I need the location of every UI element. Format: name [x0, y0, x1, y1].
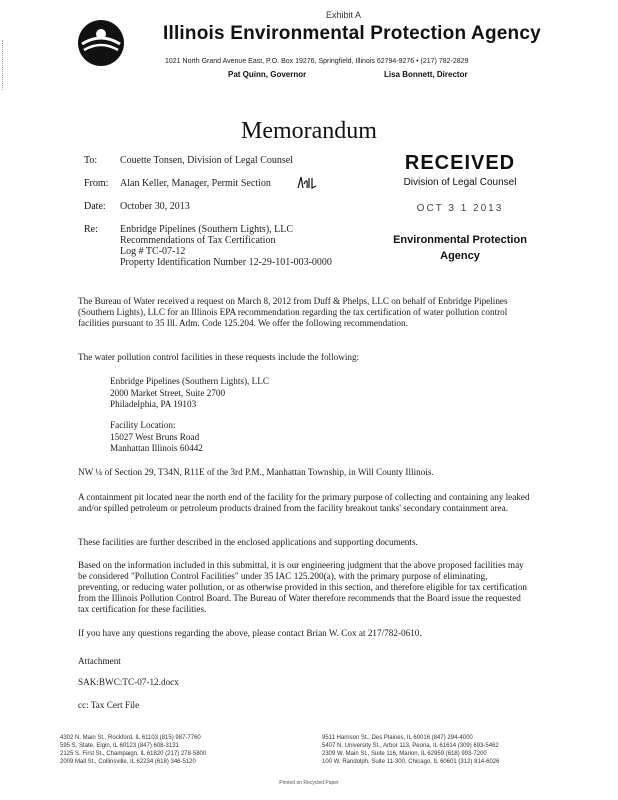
address-line: 2000 Market Street, Suite 2700 [110, 387, 226, 398]
footer-office: 595 S. State, Elgin, IL 60123 (847) 608-3131 [60, 743, 179, 749]
agency-name: Illinois Environmental Protection Agency [163, 23, 541, 44]
printed-on-recycled-paper: Printed on Recycled Paper [279, 780, 339, 786]
exhibit-label: Exhibit A [326, 10, 362, 20]
facility-location [110, 420, 203, 455]
address-line: 15027 West Bruns Road [110, 431, 200, 442]
footer-office: 5407 N. University St., Arbor 113, Peoria, IL 61614 (309) 693-5462 [322, 743, 499, 749]
re-label: Re: [84, 224, 98, 235]
scan-edge-marks [2, 40, 6, 90]
re-line: Enbridge Pipelines (Southern Lights), LLC [120, 224, 294, 235]
paragraph-request: The Bureau of Water received a request on March 8, 2012 from Duff & Phelps, LLC on behalf of Enbridge Pipelines (Southern Lights), LLC for an Illinois EPA recommendation regarding the tax certification of water pollution control facilities pursuant to 35 Ill. Adm. Code 125.204. We offer the following recommendation. [78, 296, 508, 328]
paragraph-containment-pit: A containment pit located near the north end of the facility for the primary purpose of collecting and containing any leaked and/or spilled petroleum or petroleum products drained from the facility breakout tanks' secondary containment area. [78, 492, 530, 513]
attachment-note: Attachment [78, 656, 121, 666]
footer-office: 2309 W. Main St., Suite 116, Marion, IL 62959 (618) 993-7200 [322, 751, 487, 757]
director: Lisa Bonnett, Director [384, 70, 468, 79]
footer-office: 2009 Mall St., Collinsville, IL 62234 (618) 346-5120 [60, 759, 196, 765]
reference-initials: SAK:BWC:TC-07-12.docx [78, 677, 179, 687]
signature-initials-icon [296, 174, 318, 192]
re-line: Recommendations of Tax Certification [120, 235, 276, 246]
address-line: Enbridge Pipelines (Southern Lights), LLC [110, 376, 269, 386]
re-line: Property Identification Number 12-29-101-003-0000 [120, 257, 332, 268]
paragraph-facilities-intro: The water pollution control facilities in these requests include the following: [78, 352, 360, 362]
illinois-epa-logo-icon [76, 18, 126, 68]
footer-office: 2125 S. First St., Champaign, IL 61820 (217) 278-5800 [60, 751, 207, 757]
to-value: Couette Tonsen, Division of Legal Counsel [120, 155, 293, 166]
stamp-agency [380, 232, 540, 264]
paragraph-contact: If you have any questions regarding the above, please contact Brian W. Cox at 217/782-0610. [78, 628, 422, 638]
applicant-address [110, 376, 269, 411]
stamp-date: OCT 3 1 2013 [416, 203, 504, 214]
memo-title: Memorandum [241, 118, 377, 144]
address-line: Philadelphia, PA 19103 [110, 399, 197, 409]
from-value: Alan Keller, Manager, Permit Section [120, 178, 271, 189]
footer-office: 4302 N. Main St., Rockford, IL 61103 (815) 987-7760 [60, 735, 201, 741]
from-label: From: [84, 178, 109, 189]
paragraph-engineering-judgment: Based on the information included in this submittal, it is our engineering judgment that the above proposed facilities may be considered "Pollution Control Facilities" under 35 IAC 125.200(a), with the primary purpose of eliminating, preventing, or reducing water pollution, or as otherwise provided in this section, and therefore eligible for tax certification from the Illinois Pollution Control Board. The Bureau of Water therefore recommends that the Board issue the requested tax certification for these facilities. [78, 560, 528, 614]
stamp-agency-line: Agency [440, 250, 480, 262]
footer-offices-right [322, 734, 499, 766]
paragraph-legal-description: NW ¼ of Section 29, T34N, R11E of the 3rd P.M., Manhattan Township, in Will County Illinois. [78, 467, 434, 477]
stamp-division: Division of Legal Counsel [403, 177, 517, 188]
footer-office: 100 W. Randolph, Suite 11-300, Chicago, IL 60601 (312) 814-6026 [322, 759, 500, 765]
re-block [120, 224, 332, 268]
address-line: Manhattan Illinois 60442 [110, 443, 203, 453]
governor: Pat Quinn, Governor [228, 70, 307, 79]
stamp-agency-line: Environmental Protection [393, 234, 527, 246]
received-stamp: RECEIVED [404, 152, 516, 174]
officials-line [228, 70, 468, 79]
address-line: Facility Location: [110, 420, 176, 430]
re-line: Log # TC-07-12 [120, 246, 186, 257]
footer-office: 9511 Harrison St., Des Plaines, IL 60016 (847) 294-4000 [322, 735, 473, 741]
paragraph-further-described: These facilities are further described in the enclosed applications and supporting documents. [78, 537, 418, 547]
date-label: Date: [84, 201, 106, 212]
to-label: To: [84, 155, 98, 166]
agency-address: 1021 North Grand Avenue East, P.O. Box 19276, Springfield, Illinois 62794-9276 • (217) 782-2829 [165, 58, 469, 65]
cc-line: cc: Tax Cert File [78, 700, 140, 710]
footer-offices-left [60, 734, 206, 766]
date-value: October 30, 2013 [120, 201, 190, 212]
